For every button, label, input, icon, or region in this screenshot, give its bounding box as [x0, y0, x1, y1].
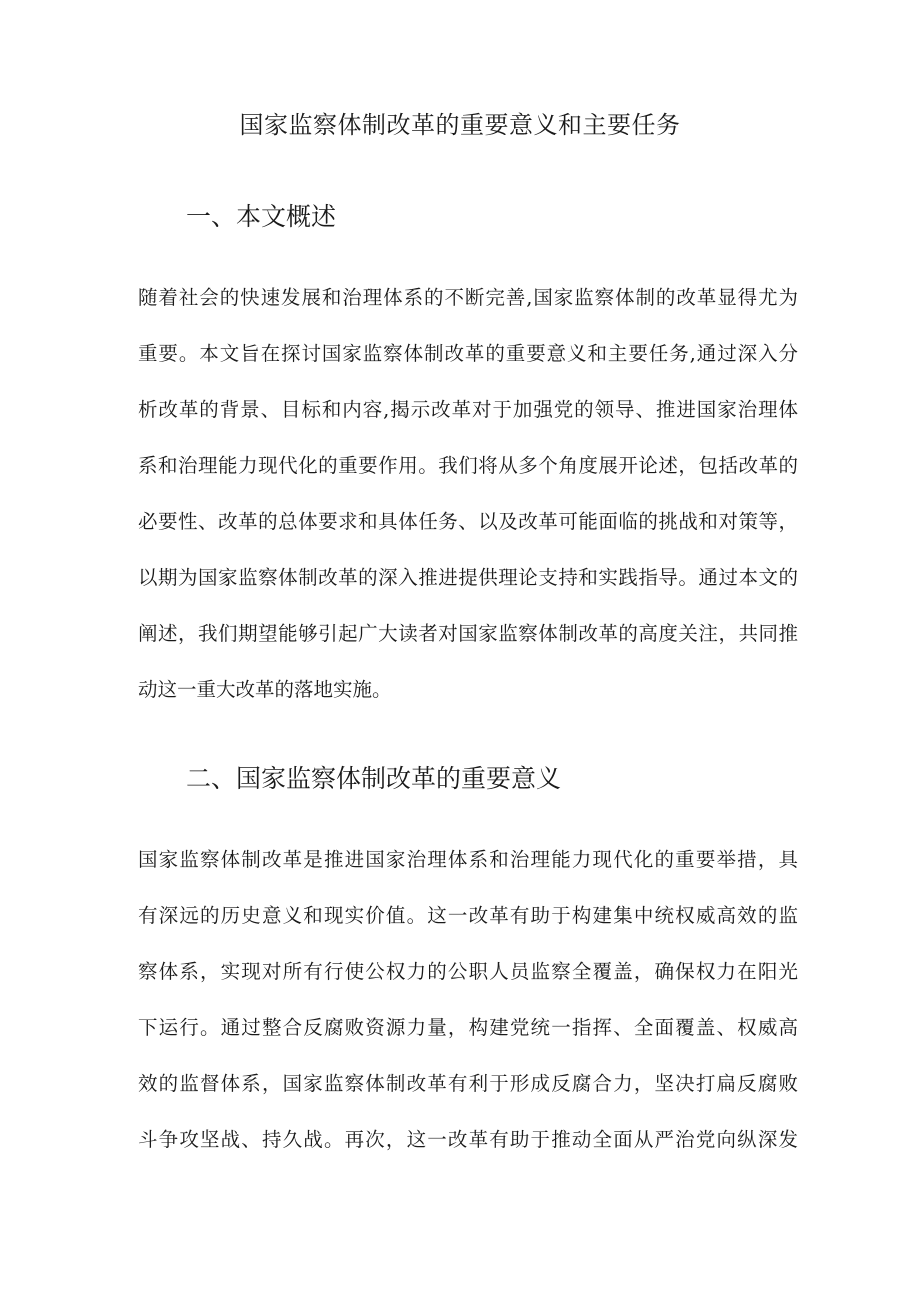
paragraph-overview	[138, 270, 798, 718]
paragraph-line: 斗争攻坚战、持久战。再次，这一改革有助于推动全面从严治党向纵深发	[138, 1128, 798, 1151]
paragraph-line: 阐述，我们期望能够引起广大读者对国家监察体制改革的高度关注，共同推	[138, 622, 798, 645]
paragraph-line: 国家监察体制改革是推进国家治理体系和治理能力现代化的重要举措，具	[138, 848, 798, 871]
paragraph-line: 重要。本文旨在探讨国家监察体制改革的重要意义和主要任务,通过深入分	[138, 342, 798, 365]
paragraph-line: 随着社会的快速发展和治理体系的不断完善,国家监察体制的改革显得尤为	[138, 286, 798, 309]
paragraph-line: 析改革的背景、目标和内容,揭示改革对于加强党的领导、推进国家治理体	[138, 398, 798, 421]
document-title: 国家监察体制改革的重要意义和主要任务	[239, 111, 681, 139]
paragraph-line: 察体系，实现对所有行使公权力的公职人员监察全覆盖，确保权力在阳光	[138, 960, 798, 983]
section-heading-significance: 二、国家监察体制改革的重要意义	[186, 764, 562, 793]
paragraph-line: 动这一重大改革的落地实施。	[138, 678, 392, 701]
paragraph-significance	[138, 832, 798, 1168]
paragraph-line: 有深远的历史意义和现实价值。这一改革有助于构建集中统权威高效的监	[138, 904, 798, 927]
paragraph-line: 效的监督体系，国家监察体制改革有利于形成反腐合力，坚决打扁反腐败	[138, 1072, 798, 1095]
paragraph-line: 系和治理能力现代化的重要作用。我们将从多个角度展开论述，包括改革的	[138, 454, 798, 477]
section-heading-overview: 一、本文概述	[186, 202, 337, 231]
paragraph-line: 以期为国家监察体制改革的深入推进提供理论支持和实践指导。通过本文的	[138, 566, 798, 589]
paragraph-line: 下运行。通过整合反腐败资源力量，构建党统一指挥、全面覆盖、权威高	[138, 1016, 798, 1039]
paragraph-line: 必要性、改革的总体要求和具体任务、以及改革可能面临的挑战和对策等，	[138, 510, 798, 533]
